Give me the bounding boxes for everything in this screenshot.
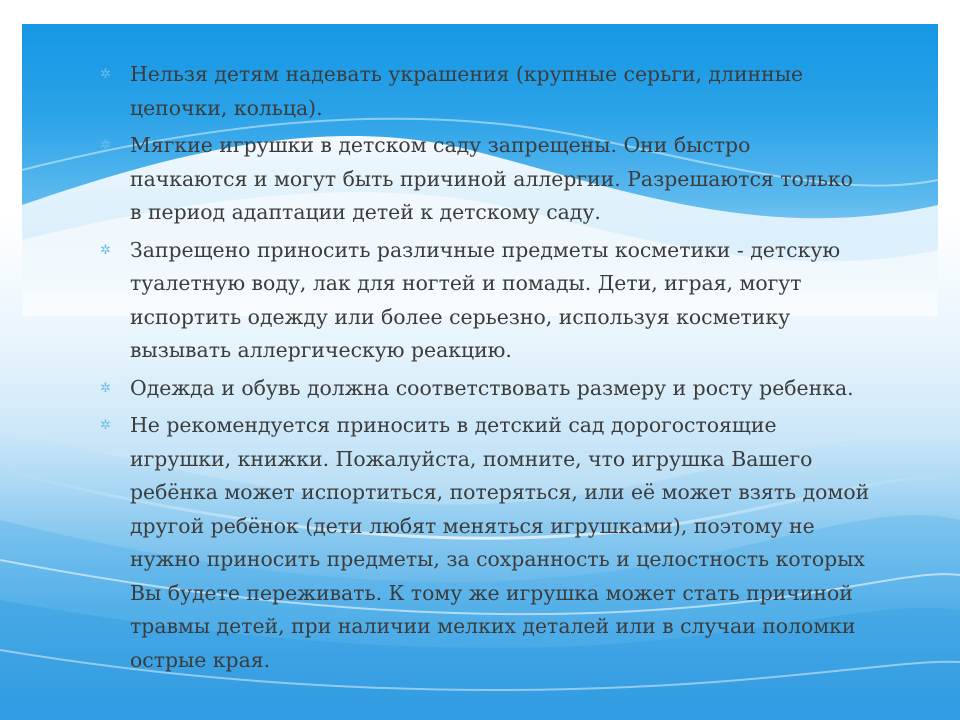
list-item-text: Одежда и обувь должна соответствовать размеру и росту ребенка. <box>130 375 854 400</box>
bullet-list <box>100 58 870 681</box>
bullet-icon: ✲ <box>100 242 111 258</box>
list-item <box>100 129 870 230</box>
list-item-text: Запрещено приносить различные предметы косметики - детскую туалетную воду, лак для ногтей и помады. Дети, играя, могут испортить одежду или более серьезно, используя косметику вызывать аллергическую реакцию. <box>130 237 841 362</box>
bullet-icon: ✲ <box>100 67 111 82</box>
bullet-icon: ✲ <box>100 138 111 153</box>
list-item-text: Мягкие игрушки в детском саду запрещены. Они быстро пачкаются и могут быть причиной аллергии. Разрешаются только в период адаптации детей к детскому саду. <box>130 133 853 224</box>
list-item <box>100 58 870 125</box>
list-item <box>100 409 870 677</box>
bullet-icon: ✲ <box>100 418 111 433</box>
list-item <box>100 234 870 368</box>
list-item-text: Не рекомендуется приносить в детский сад дорогостоящие игрушки, книжки. Пожалуйста, помните, что игрушка Вашего ребёнка может испортиться, потеряться, или её может взять домой другой ребёнок (дети любят меняться игрушками), поэтому не нужно приносить предметы, за сохранность и целостность которых Вы будете переживать. К тому же игрушка может стать причиной травмы детей, при наличии мелких деталей или в случаи поломки острые края. <box>130 413 870 672</box>
list-item-text: Нельзя детям надевать украшения (крупные серьги, длинные цепочки, кольца). <box>130 62 804 120</box>
list-item <box>100 372 870 406</box>
bullet-icon: ✲ <box>100 380 111 396</box>
